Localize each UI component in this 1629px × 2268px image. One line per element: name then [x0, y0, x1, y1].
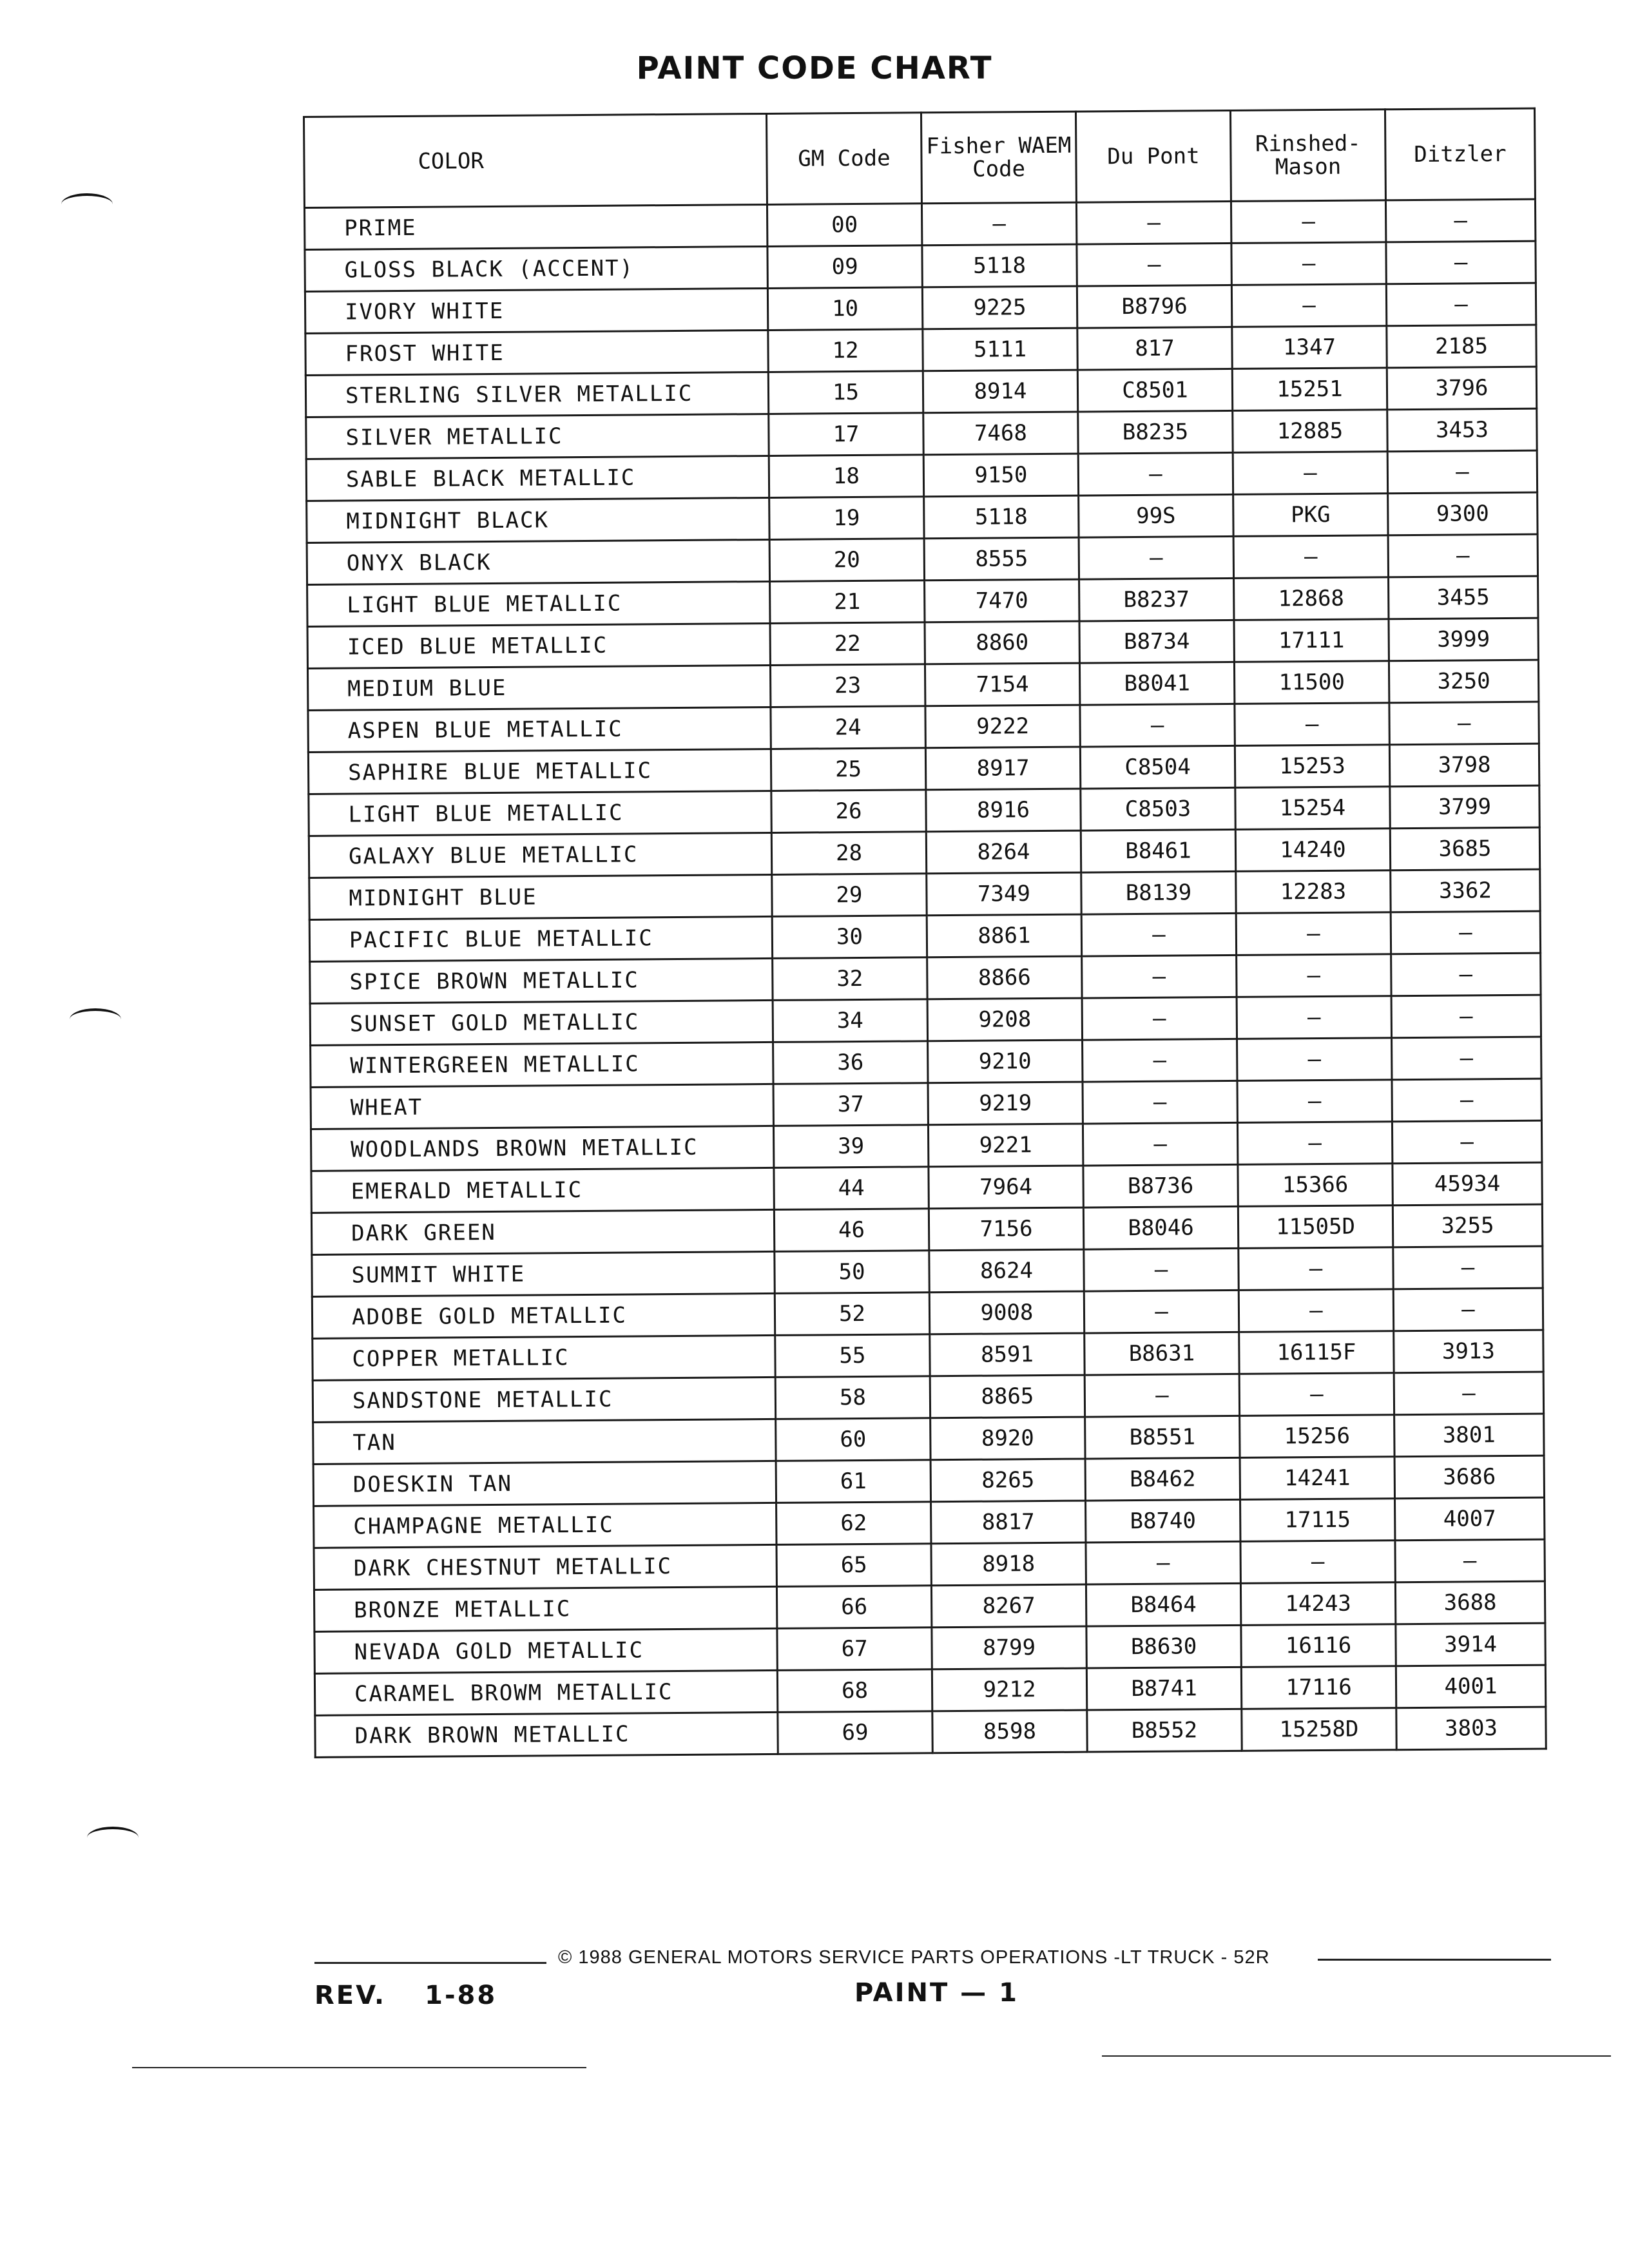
- cell-rinshed-mason: 16115F: [1239, 1331, 1394, 1374]
- cell-rinshed-mason: 15253: [1235, 745, 1389, 788]
- cell-fisher-waem-code: 5118: [924, 495, 1079, 539]
- cell-du-pont: B8139: [1081, 871, 1236, 914]
- cell-rinshed-mason: –: [1237, 1080, 1392, 1123]
- cell-gm-code: 37: [773, 1083, 928, 1126]
- cell-du-pont: B8235: [1078, 410, 1233, 454]
- cell-gm-code: 20: [769, 539, 924, 582]
- cell-fisher-waem-code: –: [921, 202, 1076, 245]
- cell-color: WHEAT: [311, 1084, 773, 1129]
- cell-color: ONYX BLACK: [307, 539, 769, 584]
- cell-color: SABLE BLACK METALLIC: [306, 456, 769, 501]
- cell-fisher-waem-code: 7468: [923, 412, 1078, 455]
- cell-ditzler: 45934: [1393, 1162, 1542, 1206]
- cell-color: PRIME: [304, 204, 767, 249]
- header-color: COLOR: [304, 113, 767, 207]
- cell-fisher-waem-code: 8624: [929, 1249, 1084, 1293]
- cell-gm-code: 15: [768, 371, 923, 414]
- header-rinshed-mason: Rinshed- Mason: [1230, 110, 1385, 202]
- cell-ditzler: –: [1393, 1246, 1543, 1289]
- cell-ditzler: –: [1386, 283, 1536, 326]
- cell-rinshed-mason: 12283: [1236, 870, 1391, 914]
- cell-rinshed-mason: 17115: [1240, 1499, 1395, 1542]
- header-fisher-waem-code: Fisher WAEM Code: [921, 111, 1076, 204]
- cell-fisher-waem-code: 7964: [929, 1166, 1083, 1209]
- cell-ditzler: –: [1395, 1539, 1545, 1582]
- cell-gm-code: 24: [771, 706, 925, 749]
- cell-du-pont: –: [1078, 452, 1233, 495]
- cell-fisher-waem-code: 9225: [922, 286, 1077, 329]
- cell-color: SPICE BROWN METALLIC: [310, 958, 773, 1003]
- cell-rinshed-mason: –: [1231, 200, 1385, 244]
- cell-color: STERLING SILVER METALLIC: [305, 372, 768, 417]
- cell-rinshed-mason: 11500: [1234, 661, 1389, 704]
- cell-ditzler: –: [1386, 241, 1536, 284]
- cell-rinshed-mason: –: [1240, 1541, 1395, 1584]
- cell-color: LIGHT BLUE METALLIC: [307, 581, 770, 626]
- cell-fisher-waem-code: 9210: [928, 1040, 1083, 1083]
- cell-gm-code: 23: [770, 664, 925, 707]
- cell-gm-code: 17: [769, 413, 923, 456]
- cell-fisher-waem-code: 9221: [928, 1124, 1083, 1167]
- bottom-rule-left: [132, 2067, 586, 2068]
- cell-color: WOODLANDS BROWN METALLIC: [311, 1126, 773, 1171]
- cell-du-pont: C8504: [1080, 745, 1235, 789]
- cell-color: WINTERGREEN METALLIC: [311, 1042, 773, 1087]
- cell-du-pont: –: [1076, 201, 1231, 244]
- cell-gm-code: 21: [770, 581, 925, 624]
- table-row: [315, 1707, 1546, 1757]
- cell-gm-code: 58: [775, 1376, 930, 1419]
- cell-gm-code: 10: [767, 287, 922, 331]
- footer-rule-right: [1318, 1959, 1551, 1961]
- cell-fisher-waem-code: 8916: [926, 789, 1081, 832]
- cell-gm-code: 39: [773, 1125, 928, 1168]
- cell-rinshed-mason: –: [1239, 1373, 1394, 1416]
- cell-color: SANDSTONE METALLIC: [313, 1377, 775, 1422]
- cell-rinshed-mason: 15366: [1238, 1164, 1393, 1207]
- cell-ditzler: –: [1391, 911, 1540, 954]
- cell-ditzler: –: [1392, 1037, 1541, 1080]
- cell-color: IVORY WHITE: [305, 288, 767, 333]
- cell-du-pont: –: [1083, 1039, 1237, 1082]
- cell-gm-code: 55: [775, 1334, 930, 1378]
- cell-gm-code: 50: [775, 1251, 929, 1294]
- cell-rinshed-mason: 14241: [1240, 1457, 1394, 1500]
- cell-ditzler: –: [1385, 199, 1535, 242]
- cell-gm-code: 66: [776, 1586, 931, 1629]
- paint-code-table: [303, 108, 1547, 1758]
- cell-gm-code: 62: [776, 1502, 931, 1545]
- cell-rinshed-mason: –: [1239, 1289, 1393, 1332]
- cell-ditzler: 3453: [1387, 408, 1537, 452]
- cell-fisher-waem-code: 8865: [930, 1375, 1084, 1418]
- cell-color: GALAXY BLUE METALLIC: [309, 832, 771, 878]
- cell-fisher-waem-code: 8918: [931, 1542, 1086, 1586]
- cell-fisher-waem-code: 5111: [923, 328, 1077, 371]
- cell-rinshed-mason: –: [1237, 954, 1391, 997]
- cell-du-pont: C8503: [1081, 787, 1235, 831]
- rev-value: 1-88: [425, 1981, 497, 2010]
- cell-du-pont: B8631: [1084, 1332, 1239, 1375]
- cell-ditzler: 4001: [1396, 1665, 1545, 1708]
- cell-ditzler: –: [1393, 1288, 1543, 1331]
- cell-ditzler: 3798: [1389, 744, 1539, 787]
- cell-rinshed-mason: –: [1231, 242, 1386, 285]
- cell-fisher-waem-code: 8817: [931, 1501, 1086, 1544]
- cell-gm-code: 69: [778, 1711, 932, 1754]
- cell-fisher-waem-code: 9219: [928, 1082, 1083, 1125]
- cell-rinshed-mason: 15254: [1235, 787, 1390, 830]
- cell-color: EMERALD METALLIC: [311, 1168, 774, 1213]
- cell-color: SUMMIT WHITE: [312, 1251, 775, 1296]
- cell-gm-code: 29: [772, 874, 927, 917]
- cell-du-pont: –: [1084, 1374, 1239, 1417]
- cell-ditzler: –: [1391, 953, 1541, 996]
- cell-du-pont: B8464: [1086, 1583, 1240, 1626]
- cell-rinshed-mason: –: [1235, 703, 1389, 746]
- cell-rinshed-mason: PKG: [1233, 494, 1388, 537]
- cell-rinshed-mason: 17116: [1241, 1666, 1396, 1709]
- cell-du-pont: B8551: [1085, 1416, 1240, 1459]
- cell-rinshed-mason: 15258D: [1242, 1708, 1396, 1751]
- cell-ditzler: 3801: [1394, 1414, 1544, 1457]
- cell-fisher-waem-code: 8265: [930, 1459, 1085, 1502]
- cell-du-pont: –: [1079, 536, 1233, 579]
- cell-color: DOESKIN TAN: [313, 1461, 776, 1506]
- cell-gm-code: 22: [770, 622, 925, 666]
- cell-ditzler: 3688: [1395, 1581, 1545, 1624]
- cell-rinshed-mason: –: [1233, 452, 1387, 495]
- table-header-row: [304, 108, 1536, 207]
- cell-color: SAPHIRE BLUE METALLIC: [308, 749, 771, 794]
- cell-du-pont: –: [1084, 1248, 1239, 1291]
- cell-ditzler: –: [1387, 450, 1537, 494]
- cell-fisher-waem-code: 9008: [929, 1291, 1084, 1334]
- cell-ditzler: 3686: [1394, 1456, 1544, 1499]
- bottom-rule-right: [1102, 2055, 1611, 2057]
- cell-color: ADOBE GOLD METALLIC: [312, 1293, 775, 1338]
- cell-color: PACIFIC BLUE METALLIC: [309, 916, 772, 961]
- cell-rinshed-mason: 16116: [1241, 1624, 1396, 1667]
- cell-rinshed-mason: 11505D: [1238, 1206, 1393, 1249]
- cell-color: LIGHT BLUE METALLIC: [309, 791, 771, 836]
- cell-ditzler: –: [1388, 534, 1537, 577]
- cell-rinshed-mason: –: [1237, 1122, 1392, 1165]
- cell-fisher-waem-code: 8555: [924, 537, 1079, 581]
- cell-ditzler: 3796: [1387, 367, 1536, 410]
- cell-ditzler: 2185: [1387, 325, 1536, 368]
- cell-du-pont: B8461: [1081, 829, 1235, 872]
- cell-gm-code: 46: [774, 1209, 929, 1252]
- cell-rinshed-mason: 14243: [1240, 1582, 1395, 1626]
- cell-color: MEDIUM BLUE: [307, 665, 770, 710]
- cell-gm-code: 60: [776, 1418, 930, 1461]
- cell-color: MIDNIGHT BLACK: [307, 497, 769, 543]
- section-page-label: PAINT — 1: [854, 1978, 1019, 2008]
- cell-ditzler: 3914: [1396, 1623, 1545, 1666]
- cell-fisher-waem-code: 9208: [927, 998, 1082, 1041]
- cell-du-pont: B8741: [1086, 1667, 1241, 1710]
- header-gm-code: GM Code: [766, 113, 921, 205]
- cell-gm-code: 44: [774, 1167, 929, 1210]
- cell-gm-code: 25: [771, 748, 925, 791]
- cell-color: BRONZE METALLIC: [314, 1586, 776, 1631]
- cell-du-pont: B8237: [1079, 578, 1234, 621]
- cell-du-pont: –: [1081, 913, 1236, 956]
- cell-ditzler: 3999: [1389, 618, 1538, 661]
- cell-du-pont: B8462: [1085, 1457, 1240, 1501]
- cell-fisher-waem-code: 8914: [923, 370, 1077, 413]
- cell-rinshed-mason: –: [1237, 996, 1391, 1039]
- cell-ditzler: 3455: [1389, 576, 1538, 619]
- cell-rinshed-mason: –: [1236, 912, 1391, 956]
- cell-fisher-waem-code: 8861: [927, 914, 1081, 957]
- cell-rinshed-mason: 17111: [1234, 619, 1389, 662]
- cell-fisher-waem-code: 8920: [930, 1417, 1085, 1460]
- cell-rinshed-mason: –: [1233, 535, 1388, 579]
- cell-fisher-waem-code: 9150: [923, 454, 1078, 497]
- cell-gm-code: 52: [775, 1293, 929, 1336]
- cell-rinshed-mason: 1347: [1232, 326, 1387, 369]
- cell-ditzler: 3803: [1396, 1707, 1546, 1750]
- cell-ditzler: 3799: [1390, 785, 1539, 829]
- cell-du-pont: 99S: [1079, 494, 1233, 537]
- cell-color: CARAMEL BROWM METALLIC: [314, 1670, 777, 1715]
- cell-du-pont: B8734: [1079, 620, 1234, 663]
- cell-fisher-waem-code: 9212: [932, 1668, 1086, 1711]
- cell-du-pont: –: [1077, 243, 1231, 286]
- header-ditzler: Ditzler: [1385, 108, 1535, 200]
- cell-fisher-waem-code: 8917: [925, 747, 1080, 790]
- cell-rinshed-mason: 12885: [1233, 410, 1387, 453]
- revision-label: [314, 1981, 497, 2010]
- cell-rinshed-mason: 14240: [1235, 829, 1390, 872]
- cell-gm-code: 67: [777, 1628, 932, 1671]
- cell-fisher-waem-code: 7156: [929, 1207, 1083, 1251]
- cell-gm-code: 26: [771, 790, 926, 833]
- cell-ditzler: 3913: [1394, 1330, 1543, 1373]
- cell-du-pont: –: [1083, 1081, 1237, 1124]
- cell-du-pont: B8630: [1086, 1625, 1241, 1668]
- cell-ditzler: 9300: [1388, 492, 1537, 535]
- cell-color: DARK BROWN METALLIC: [315, 1712, 778, 1757]
- cell-color: GLOSS BLACK (ACCENT): [305, 246, 767, 291]
- cell-du-pont: –: [1082, 997, 1237, 1040]
- cell-fisher-waem-code: 5118: [922, 244, 1077, 287]
- cell-ditzler: 3250: [1389, 660, 1538, 703]
- punch-hole-mark: [70, 1008, 121, 1030]
- rev-label: REV.: [314, 1981, 387, 2010]
- cell-color: ICED BLUE METALLIC: [307, 623, 770, 668]
- cell-fisher-waem-code: 9222: [925, 705, 1080, 748]
- cell-gm-code: 32: [773, 957, 927, 1001]
- cell-ditzler: –: [1391, 995, 1541, 1038]
- cell-du-pont: C8501: [1077, 369, 1232, 412]
- footer-rule-left: [314, 1962, 546, 1964]
- cell-fisher-waem-code: 7349: [927, 872, 1081, 916]
- cell-du-pont: B8796: [1077, 285, 1231, 328]
- cell-gm-code: 19: [769, 497, 924, 540]
- cell-gm-code: 18: [769, 455, 923, 498]
- cell-ditzler: –: [1392, 1079, 1541, 1122]
- cell-rinshed-mason: 15256: [1240, 1415, 1394, 1458]
- header-du-pont: Du Pont: [1075, 110, 1231, 202]
- cell-du-pont: B8046: [1083, 1206, 1238, 1249]
- cell-ditzler: 4007: [1395, 1497, 1545, 1541]
- cell-gm-code: 00: [767, 204, 921, 247]
- cell-color: SUNSET GOLD METALLIC: [310, 1000, 773, 1045]
- copyright-notice: © 1988 GENERAL MOTORS SERVICE PARTS OPERATIONS -LT TRUCK - 52R: [558, 1947, 1270, 1968]
- cell-ditzler: 3685: [1390, 827, 1539, 870]
- cell-gm-code: 30: [772, 916, 927, 959]
- cell-fisher-waem-code: 8799: [932, 1626, 1086, 1669]
- cell-fisher-waem-code: 8860: [925, 621, 1079, 664]
- cell-color: ASPEN BLUE METALLIC: [308, 707, 771, 752]
- cell-ditzler: –: [1389, 702, 1539, 745]
- cell-rinshed-mason: –: [1237, 1038, 1392, 1081]
- cell-du-pont: B8736: [1083, 1164, 1238, 1207]
- cell-ditzler: 3362: [1391, 869, 1540, 912]
- page-title: PAINT CODE CHART: [636, 50, 993, 86]
- cell-du-pont: B8740: [1086, 1499, 1240, 1542]
- cell-color: DARK GREEN: [311, 1209, 774, 1254]
- cell-rinshed-mason: –: [1231, 284, 1386, 327]
- cell-fisher-waem-code: 8591: [930, 1333, 1084, 1376]
- cell-gm-code: 28: [771, 832, 926, 875]
- cell-color: DARK CHESTNUT METALLIC: [314, 1544, 776, 1590]
- cell-fisher-waem-code: 8866: [927, 956, 1082, 999]
- cell-gm-code: 61: [776, 1460, 930, 1503]
- punch-hole-mark: [87, 1827, 139, 1849]
- punch-hole-mark: [61, 193, 113, 215]
- cell-du-pont: B8552: [1087, 1709, 1242, 1752]
- cell-du-pont: –: [1084, 1290, 1239, 1333]
- cell-rinshed-mason: 15251: [1232, 368, 1387, 411]
- cell-gm-code: 68: [777, 1669, 932, 1713]
- cell-fisher-waem-code: 7154: [925, 663, 1079, 706]
- cell-color: SILVER METALLIC: [306, 414, 769, 459]
- cell-color: FROST WHITE: [305, 330, 768, 375]
- cell-du-pont: –: [1080, 704, 1235, 747]
- cell-du-pont: –: [1086, 1541, 1240, 1584]
- cell-fisher-waem-code: 8598: [932, 1710, 1087, 1753]
- table-body: [304, 199, 1546, 1757]
- cell-gm-code: 09: [767, 245, 922, 289]
- cell-du-pont: B8041: [1079, 662, 1234, 705]
- cell-gm-code: 34: [773, 999, 927, 1043]
- cell-gm-code: 36: [773, 1041, 928, 1084]
- cell-color: MIDNIGHT BLUE: [309, 874, 772, 919]
- cell-du-pont: –: [1082, 955, 1237, 998]
- cell-fisher-waem-code: 7470: [925, 579, 1079, 622]
- cell-ditzler: –: [1392, 1120, 1541, 1164]
- cell-du-pont: 817: [1077, 327, 1232, 370]
- cell-fisher-waem-code: 8264: [926, 831, 1081, 874]
- cell-du-pont: –: [1083, 1122, 1237, 1166]
- cell-ditzler: –: [1394, 1372, 1543, 1415]
- cell-rinshed-mason: –: [1239, 1247, 1393, 1291]
- cell-color: CHAMPAGNE METALLIC: [314, 1503, 776, 1548]
- cell-color: COPPER METALLIC: [313, 1335, 775, 1380]
- cell-ditzler: 3255: [1393, 1204, 1542, 1247]
- paint-code-table-wrap: [303, 108, 1545, 1758]
- cell-color: NEVADA GOLD METALLIC: [314, 1628, 777, 1673]
- cell-gm-code: 12: [768, 329, 923, 372]
- cell-color: TAN: [313, 1419, 776, 1464]
- cell-rinshed-mason: 12868: [1234, 577, 1389, 620]
- cell-gm-code: 65: [776, 1544, 931, 1587]
- cell-fisher-waem-code: 8267: [931, 1584, 1086, 1628]
